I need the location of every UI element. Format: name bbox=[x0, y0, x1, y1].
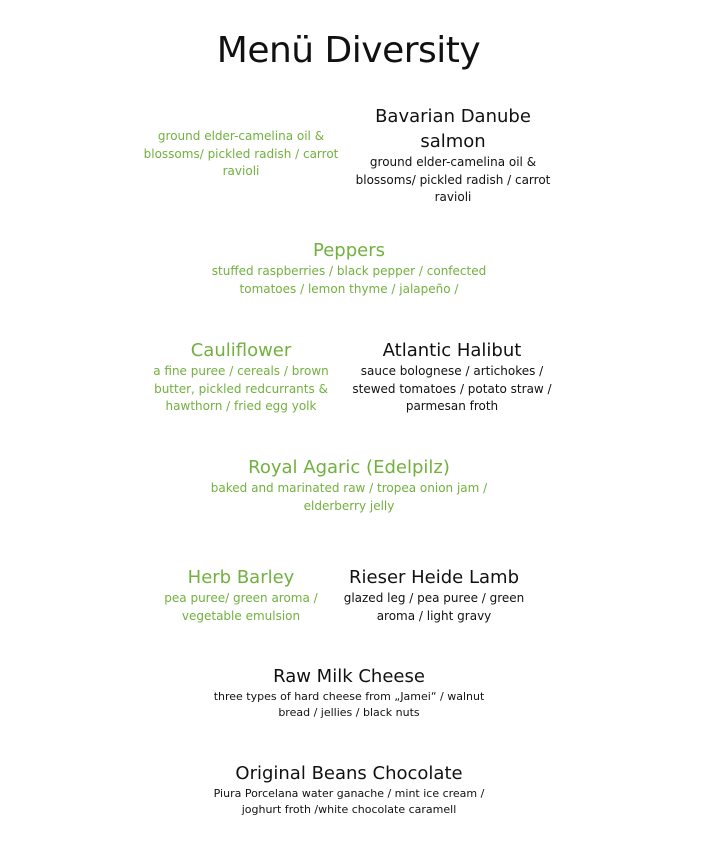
course-3-desc-line-3: parmesan froth bbox=[405, 399, 499, 413]
course-3-vegetarian bbox=[131, 339, 351, 416]
course-4-desc-line-1: baked and marinated raw / tropea onion jam / bbox=[210, 481, 488, 495]
course-4-name: Royal Agaric (Edelpilz) bbox=[248, 457, 450, 478]
course-1-veg-desc-line-2: blossoms/ pickled radish / carrot bbox=[143, 146, 339, 161]
course-6-name: Raw Milk Cheese bbox=[273, 666, 425, 687]
course-6-desc-line-1: three types of hard cheese from „Jamei“ / walnut bbox=[213, 690, 485, 703]
course-5-veg-desc-line-1: pea puree/ green aroma / bbox=[164, 591, 318, 605]
menu-title: Menü Diversity bbox=[216, 30, 481, 71]
course-6-desc-line-2: bread / jellies / black nuts bbox=[278, 706, 420, 719]
course-1-veg-desc-line-3: ravioli bbox=[222, 164, 260, 178]
course-1-name-line-1: Bavarian Danube bbox=[375, 106, 531, 127]
course-1-desc-line-1: ground elder-camelina oil & bbox=[369, 155, 537, 169]
course-5-desc-line-2: aroma / light gravy bbox=[376, 608, 492, 623]
course-5-vegetarian bbox=[131, 566, 351, 625]
course-2 bbox=[150, 239, 548, 298]
course-2-desc-line-2: tomatoes / lemon thyme / jalapeño / bbox=[239, 281, 459, 296]
course-5-name: Rieser Heide Lamb bbox=[348, 567, 519, 588]
course-7 bbox=[150, 762, 548, 818]
course-6 bbox=[150, 665, 548, 721]
course-3-veg-desc-line-1: a fine puree / cereals / brown bbox=[153, 364, 329, 378]
course-4-desc-line-2: elderberry jelly bbox=[303, 498, 395, 513]
course-3-veg-name: Cauliflower bbox=[190, 340, 292, 361]
course-5-veg-desc-line-2: vegetable emulsion bbox=[181, 608, 301, 623]
course-1-veg-desc-line-1: ground elder-camelina oil & bbox=[157, 129, 325, 143]
course-5 bbox=[334, 566, 534, 625]
course-3-desc-line-1: sauce bolognese / artichokes / bbox=[360, 364, 544, 378]
course-3 bbox=[342, 339, 562, 416]
course-5-veg-name: Herb Barley bbox=[187, 567, 295, 588]
course-5-desc-line-1: glazed leg / pea puree / green bbox=[343, 591, 525, 605]
course-1-desc-line-3: ravioli bbox=[434, 190, 472, 204]
course-1-desc-line-2: blossoms/ pickled radish / carrot bbox=[355, 172, 551, 187]
course-7-name: Original Beans Chocolate bbox=[235, 763, 463, 784]
course-3-veg-desc-line-3: hawthorn / fried egg yolk bbox=[165, 399, 317, 413]
course-1-vegetarian bbox=[131, 128, 351, 181]
course-7-desc-line-2: joghurt froth /white chocolate caramell bbox=[241, 803, 457, 816]
course-1 bbox=[343, 104, 563, 207]
course-7-desc-line-1: Piura Porcelana water ganache / mint ice cream / bbox=[213, 787, 485, 800]
course-2-desc-line-1: stuffed raspberries / black pepper / confected bbox=[211, 264, 487, 278]
course-3-desc-line-2: stewed tomatoes / potato straw / bbox=[352, 381, 552, 396]
course-1-name-line-2: salmon bbox=[420, 131, 486, 152]
course-3-veg-desc-line-2: butter, pickled redcurrants & bbox=[154, 381, 328, 396]
course-4 bbox=[150, 456, 548, 515]
course-3-name: Atlantic Halibut bbox=[382, 340, 522, 361]
course-2-name: Peppers bbox=[313, 240, 385, 261]
